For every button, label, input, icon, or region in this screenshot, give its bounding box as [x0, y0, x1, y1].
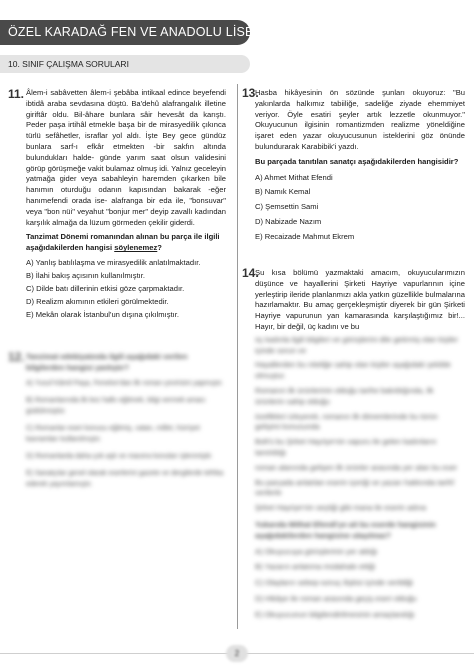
option-c: C) Romanlar eseri konusu eğitmiş, vatan, millet, hürriyet kavramları kullanılmıştır. [26, 424, 200, 443]
question-13-passage: Hasba hikâyesinin ön sözünde şunları okuyoruz: "Bu yakınlarda halkımız tabiiliğe, sadeliğe ziyade ehemmiyet veriyor. Öyle esatiri şeyler artık lezzetle okunmuyor." Okuyucunun ilgisinin romantizmden realizme yöneldiğine işaret eden yazar okuyucusunun isteklerini göz önünde bulundurarak Karabibik'i yazdı. [255, 88, 465, 151]
question-12-blurred [26, 352, 226, 496]
option-b: B) Romanlarında ilk kez halkı eğitmek, bilgi vermek amacı güdülmüştür. [26, 396, 206, 415]
page-footer [0, 645, 474, 663]
option-a: A) Yusuf Kâmil Paşa, Fenelon'dan ilk roman çevirisini yapmıştır. [26, 379, 224, 387]
column-divider [237, 84, 238, 629]
subheader-bar [0, 55, 250, 73]
question-13-options [255, 172, 465, 244]
question-14-blurred: üç kadınla ilgili bilgileri ve görüşlerini dile getirmiş olan kişiler içinde sorun ve Hayallerden bu niteliğe sahip olan kişiler aşağıdaki şekilde olmuştur. Romanın ilk ürünlerinin olduğu tarihe bakıldığında, ilk ürünlerin sahip olduğu özellikleri izleyerek, romanın ilk dönemlerinde bu türün gelişimi konusunda Bolt'ü bu Şirket Hayriye'nin vapuru ile gelen kadınların tanıtıldığı roman alanında gelişen ilk ürünler arasında yer alan bu eser Bu parçada anlatılan eserin içeriği ve yazarı hakkında tarihî verilerle Şirket Hayriye'nin seçtiği gibi mana ile eserin adına Yukarıda Mithat Efendi'ye ait bu eserde hangisinin aşağıdakilerden hangisine ulaşılmaz? A) Okuyucuya görüşlerinin yer aldığı B) Yazarın anlatıma müdahale ettiği C) Olayların sebep-sonuç ilişkisi içinde verildiği D) Hikâye ile roman arasında geçiş eseri olduğu E) Okuyucunun bilgilendirilmesinin amaçlandığı [255, 334, 459, 619]
question-14-passage: Şu kısa bölümü yazmaktaki amacım, okuyucularımızın düşünce ve hayallerini Şirketi Hayriye vapurlarının içine yerleştirip ileride planlanmızı akla yatkın güzellikle bulmalarına hazırlamaktır. Bu amaç gerçekleşmiştir diyerek bir gün Şirketi Hayriye vapurunun yan kamarasında karşılaştığımız bir!... Hayır, bir değil, üç kadını ve bu [255, 268, 465, 331]
option-e[interactable]: E) Mekân olarak İstanbul'un dışına çıkılmıştır. [26, 309, 179, 319]
question-14 [255, 268, 465, 626]
option-c[interactable]: C) Şemsettin Sami [255, 202, 319, 212]
worksheet-title: 10. SINIF ÇALIŞMA SORULARI [8, 59, 129, 69]
option-d[interactable]: D) Realizm akımının etkileri görülmektedir. [26, 296, 169, 306]
question-11 [26, 88, 226, 323]
header-bar [0, 20, 266, 45]
page-number: 2 [226, 645, 248, 662]
school-title: ÖZEL KARADAĞ FEN VE ANADOLU LİSESİ [8, 25, 266, 39]
question-11-passage: Âlem-i sabâvetten âlem-i şebâba intikaal edince beyefendi ibtidâ araba sevdasına düştü. Ba'dehû alafrangalık illetine giriftâr oldu. Bil-âhare bunlara sâir hevesât da karıştı. Peder paşa irtihâl etmekle başa bir de mirasyedilik çıkınca türlü sefâhetler, israflar yol aldı. İşte Bey gece gündüz bunlara sarf-ı efkâr etmekten -bir sakfın altında bulundukları halde- günde yarım saat olsun validesini görüp görüşmeğe vakit bulamaz olmuş idi. Yalnız geceleyin yatmağa gider veya sabahleyin haremden çıkarken bile hanımın oturduğu odanın kapısından bakarak -eğer hanımefendi orada ise- alafranga bir eda ile, "bonsuvar" veya "bon nüi" veyahut "bonjur mer" deyip zavallı kadından karşılık almağa da lüzum görmeden çekilir giderdi. [26, 88, 226, 227]
question-13 [255, 88, 465, 245]
option-a[interactable]: A) Ahmet Mithat Efendi [255, 172, 333, 182]
option-c[interactable]: C) Dilde batı dillerinin etkisi göze çarpmaktadır. [26, 283, 185, 293]
question-number-14: 14. [242, 266, 259, 280]
question-number-13: 13. [242, 86, 259, 100]
underlined-word: söylenemez [114, 243, 158, 253]
option-d[interactable]: D) Nabizade Nazım [255, 216, 322, 226]
option-e: E) Sanatçılar genel olarak eserlerini gazete ve dergilerde tefrika ederek yayımlamıştır. [26, 469, 224, 488]
option-e[interactable]: E) Recaizade Mahmut Ekrem [255, 231, 355, 241]
option-d: D) Romanlarda daha çok aşk ve macera konuları işlenmiştir. [26, 452, 213, 460]
question-number-11: 11. [8, 87, 25, 101]
option-a[interactable]: A) Yanlış batılılaşma ve mirasyedilik anlatılmaktadır. [26, 257, 201, 267]
question-number-12: 12. [8, 350, 25, 364]
question-13-stem: Bu parçada tanıtılan sanatçı aşağıdakilerden hangisidir? [255, 156, 459, 166]
option-b[interactable]: B) Namık Kemal [255, 187, 311, 197]
question-11-stem: Tanzimat Dönemi romanından alınan bu parça ile ilgili aşağıdakilerden hangisi söylenemez? [26, 232, 220, 253]
question-12-options [26, 378, 226, 490]
question-11-options [26, 258, 226, 321]
question-12-stem: Tanzimat edebiyatında ilgili aşağıdaki verilen bilgilerden hangisi yanlıştır? [26, 352, 188, 372]
option-b[interactable]: B) İlahi bakış açısının kullanılmıştır. [26, 270, 146, 280]
